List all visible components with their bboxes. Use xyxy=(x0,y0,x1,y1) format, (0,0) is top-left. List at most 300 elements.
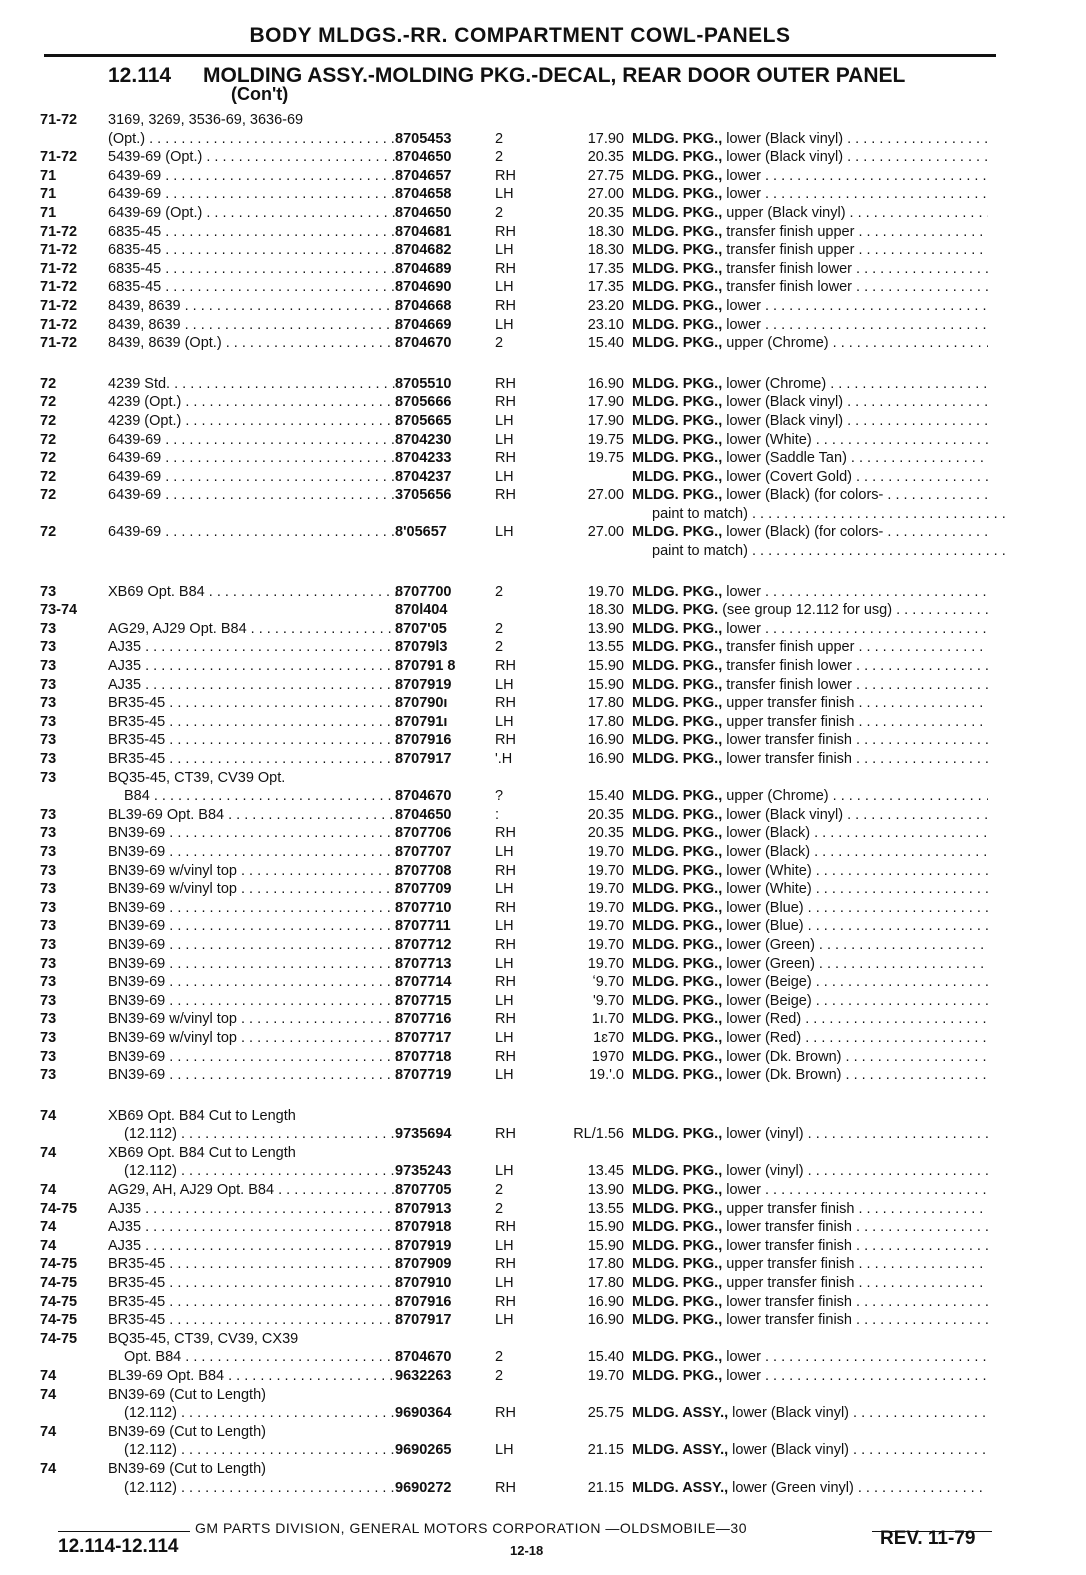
price: 17.90 xyxy=(587,130,624,147)
price: 19.70 xyxy=(587,862,624,879)
table-row xyxy=(40,260,1000,279)
price: 20.35 xyxy=(587,806,624,823)
part-name-detail: lower xyxy=(722,1182,761,1199)
part-name xyxy=(632,431,988,450)
table-row xyxy=(40,899,1000,918)
quantity: 2 xyxy=(495,620,504,637)
price: 13.90 xyxy=(587,620,624,637)
part-name xyxy=(632,148,988,167)
model-description: BN39-69 . . . xyxy=(108,955,398,974)
table-row xyxy=(40,1348,1000,1367)
model-year: 71 xyxy=(40,167,57,184)
price: 19.70 xyxy=(587,936,624,953)
part-name-detail: lower (Saddle Tan) xyxy=(722,450,847,467)
part-name-detail: lower xyxy=(722,1368,761,1384)
part-name xyxy=(632,185,988,204)
part-name-detail: upper (Chrome) xyxy=(722,788,829,805)
price: 20.35 xyxy=(587,825,624,842)
price: 13.90 xyxy=(587,1182,624,1199)
table-row xyxy=(40,148,1000,167)
model-year: 74 xyxy=(40,1386,57,1403)
part-name xyxy=(632,1404,988,1423)
model-description: BR35-45 . . . xyxy=(108,1255,398,1274)
part-name-detail: lower (Red) xyxy=(722,1029,802,1046)
price: 18.30 xyxy=(587,242,624,259)
part-number: 9735243 xyxy=(395,1163,452,1180)
part-number: 8707712 xyxy=(395,936,452,953)
part-name-detail: lower (vinyl) xyxy=(722,1163,804,1180)
model-description: 8439, 8639 . . . xyxy=(108,297,398,316)
quantity: 2 xyxy=(495,335,504,352)
part-number: 8707'05 xyxy=(395,620,447,637)
part-name xyxy=(632,1479,988,1498)
table-row xyxy=(40,713,1000,732)
model-year: 71 xyxy=(40,186,57,203)
part-name-type: MLDG. PKG., xyxy=(632,524,723,541)
part-name-type: MLDG. PKG., xyxy=(632,974,723,991)
part-name-type: MLDG. PKG., xyxy=(632,1029,723,1046)
model-description: BN39-69 . . . xyxy=(108,917,398,936)
part-name-detail: paint to match) xyxy=(652,505,748,522)
table-row xyxy=(40,880,1000,899)
part-name-detail: lower xyxy=(722,583,761,600)
model-description: BR35-45 . . . xyxy=(108,713,398,732)
model-year: 72 xyxy=(40,487,57,504)
part-name-detail: transfer finish lower xyxy=(722,676,852,693)
part-number: 8707919 xyxy=(395,676,452,693)
table-row xyxy=(40,1066,1000,1085)
part-name-detail: lower (Beige) xyxy=(722,974,812,991)
model-description: BQ35-45, CT39, CV39, CX39 xyxy=(108,1330,299,1347)
model-description: BQ35-45, CT39, CV39 Opt. xyxy=(108,769,286,786)
quantity: '.H xyxy=(495,751,513,767)
part-number: 87079l3 xyxy=(395,639,448,656)
part-name xyxy=(632,223,988,242)
part-name xyxy=(632,468,988,487)
part-name-detail: lower (Black vinyl) xyxy=(722,149,844,166)
part-name-detail: lower (Blue) xyxy=(722,899,804,916)
quantity: RH xyxy=(495,936,516,953)
part-name-type: MLDG. PKG., xyxy=(632,1219,723,1236)
section-subtitle: (Con't) xyxy=(231,84,289,104)
model-description: BL39-69 Opt. B84 . . . xyxy=(108,806,398,825)
model-year: 71-72 xyxy=(40,297,78,314)
table-row xyxy=(40,787,1000,806)
price: 13.45 xyxy=(587,1163,624,1180)
table-row xyxy=(40,1010,1000,1029)
part-number: 8704650 xyxy=(395,204,452,221)
table-row xyxy=(40,1107,1000,1126)
part-name-type: MLDG. PKG., xyxy=(632,1200,723,1217)
price: 17.80 xyxy=(587,1275,624,1292)
price: 27.75 xyxy=(587,167,624,184)
part-number: 8704690 xyxy=(395,279,452,296)
quantity: LH xyxy=(495,1275,514,1292)
table-row xyxy=(40,542,1000,561)
part-name-detail: transfer finish upper xyxy=(722,242,855,259)
part-name-detail: transfer finish upper xyxy=(722,223,855,240)
footer-page-number: 12-18 xyxy=(510,1543,544,1558)
model-year: 73 xyxy=(40,769,57,786)
price: 16.90 xyxy=(587,1293,624,1310)
part-name-detail: lower transfer finish xyxy=(722,1219,852,1236)
quantity: RH xyxy=(495,1405,516,1422)
table-row xyxy=(40,468,1000,487)
model-year: 74 xyxy=(40,1219,57,1236)
quantity: 2 xyxy=(495,1200,504,1217)
table-row xyxy=(40,167,1000,186)
model-description: AJ35 . . . xyxy=(108,676,398,695)
model-description: 6439-69 . . . xyxy=(108,449,398,468)
part-name-detail: lower xyxy=(722,1349,761,1366)
part-number: 8707919 xyxy=(395,1237,452,1254)
part-name-detail: lower (Black vinyl) xyxy=(722,130,844,147)
table-row xyxy=(40,1029,1000,1048)
part-number: 870791ı xyxy=(395,713,448,730)
part-name xyxy=(632,316,988,335)
part-number: 8707717 xyxy=(395,1029,452,1046)
part-name-detail: lower (Black vinyl) xyxy=(722,806,844,823)
part-name xyxy=(632,750,988,769)
part-name-type: MLDG. PKG., xyxy=(632,394,723,411)
model-year: 73 xyxy=(40,881,57,898)
part-name xyxy=(632,583,988,602)
part-name xyxy=(632,204,988,223)
part-name xyxy=(632,899,988,918)
table-row xyxy=(40,130,1000,149)
model-year: 73 xyxy=(40,899,57,916)
part-number: 8707918 xyxy=(395,1219,452,1236)
part-name xyxy=(632,731,988,750)
model-description: AJ35 . . . xyxy=(108,1237,398,1256)
part-name xyxy=(632,449,988,468)
table-row xyxy=(40,676,1000,695)
model-year: 73 xyxy=(40,1011,57,1028)
part-name-detail: lower (Black vinyl) xyxy=(722,412,844,429)
quantity: RH xyxy=(495,223,516,240)
part-name-type: MLDG. PKG., xyxy=(632,167,723,184)
model-description: 6439-69 . . . xyxy=(108,468,398,487)
model-description: BN39-69 (Cut to Length) xyxy=(108,1460,266,1477)
part-name-detail: lower (Green vinyl) xyxy=(728,1479,854,1496)
model-year: 72 xyxy=(40,524,57,541)
quantity: RH xyxy=(495,695,516,712)
table-row xyxy=(40,334,1000,353)
part-name xyxy=(632,880,988,899)
model-year: 73 xyxy=(40,620,57,637)
table-row xyxy=(40,278,1000,297)
model-year: 73 xyxy=(40,806,57,823)
table-row xyxy=(40,583,1000,602)
page-header xyxy=(44,22,996,57)
part-name-type: MLDG. PKG., xyxy=(632,1368,723,1384)
part-name-type: MLDG. PKG., xyxy=(632,431,723,448)
quantity: LH xyxy=(495,316,514,333)
part-name-type: MLDG. PKG., xyxy=(632,223,723,240)
model-year: 71-72 xyxy=(40,149,78,166)
price: 15.90 xyxy=(587,676,624,693)
model-description: BN39-69 . . . xyxy=(108,824,398,843)
model-description: 6835-45 . . . xyxy=(108,278,398,297)
price: 20.35 xyxy=(587,204,624,221)
part-name-detail: lower (vinyl) xyxy=(722,1126,804,1143)
part-name-detail: lower xyxy=(722,316,761,333)
table-row xyxy=(40,917,1000,936)
table-row xyxy=(40,973,1000,992)
model-description: BR35-45 . . . xyxy=(108,731,398,750)
price: 23.10 xyxy=(587,316,624,333)
part-name-type: MLDG. PKG., xyxy=(632,1048,723,1065)
model-year: 73 xyxy=(40,1029,57,1046)
model-year: 71-72 xyxy=(40,112,78,128)
model-description: BR35-45 . . . xyxy=(108,1311,398,1330)
quantity: LH xyxy=(495,955,514,972)
model-description: BL39-69 Opt. B84 . . . xyxy=(108,1367,398,1386)
model-description: 4239 (Opt.) . . . xyxy=(108,412,398,431)
part-name-type: MLDG. PKG., xyxy=(632,1126,723,1143)
part-name-detail: transfer finish upper xyxy=(722,639,855,656)
model-year: 74-75 xyxy=(40,1275,78,1292)
model-year: 73 xyxy=(40,955,57,972)
model-description: BN39-69 (Cut to Length) xyxy=(108,1423,266,1440)
quantity: LH xyxy=(495,468,514,485)
part-name-detail: upper transfer finish xyxy=(722,713,855,730)
price: 21.15 xyxy=(587,1479,624,1496)
model-description: 8439, 8639 . . . xyxy=(108,316,398,335)
quantity: RH xyxy=(495,1048,516,1065)
part-name-detail: lower transfer finish xyxy=(722,732,852,749)
quantity: LH xyxy=(495,524,514,541)
model-description: B84 . . . xyxy=(124,787,398,806)
price: 27.00 xyxy=(587,487,624,504)
quantity: RH xyxy=(495,974,516,991)
part-name xyxy=(632,167,988,186)
model-description: Opt. B84 . . . xyxy=(124,1348,398,1367)
part-name-detail: lower transfer finish xyxy=(722,1293,852,1310)
quantity: : xyxy=(495,806,500,823)
table-row xyxy=(40,1404,1000,1423)
part-name-detail: lower transfer finish xyxy=(722,1312,852,1329)
part-name-type: MLDG. PKG., xyxy=(632,1237,723,1254)
model-year: 71-72 xyxy=(40,242,78,259)
quantity: LH xyxy=(495,843,514,860)
price: 25.75 xyxy=(587,1405,624,1422)
part-name xyxy=(632,1048,988,1067)
part-name xyxy=(632,278,988,297)
quantity: 2 xyxy=(495,204,504,221)
table-row xyxy=(40,223,1000,242)
price: 17.35 xyxy=(587,260,624,277)
section-number: 12.114 xyxy=(108,64,172,87)
model-year: 73 xyxy=(40,658,57,675)
price: 15.40 xyxy=(587,1349,624,1366)
part-name-detail: upper (Chrome) xyxy=(722,335,829,352)
part-name-type: MLDG. PKG., xyxy=(632,843,723,860)
table-row xyxy=(40,1125,1000,1144)
part-name-type: MLDG. PKG., xyxy=(632,713,723,730)
price: 19.70 xyxy=(587,583,624,600)
part-number: 9735694 xyxy=(395,1126,452,1143)
part-name-detail: paint to match) xyxy=(652,543,748,560)
quantity: RH xyxy=(495,375,516,392)
part-name-type: MLDG. PKG., xyxy=(632,583,723,600)
model-description: (12.112) . . . xyxy=(124,1162,398,1181)
price: 20.35 xyxy=(587,149,624,166)
table-row xyxy=(40,486,1000,505)
part-name-detail: lower xyxy=(722,167,761,184)
part-number: 8707705 xyxy=(395,1182,452,1199)
quantity: LH xyxy=(495,1312,514,1329)
model-description: (12.112) . . . xyxy=(124,1404,398,1423)
price: 19.70 xyxy=(587,1368,624,1384)
part-name-detail: lower (Blue) xyxy=(722,918,804,935)
quantity: RH xyxy=(495,450,516,467)
price: 17.35 xyxy=(587,279,624,296)
quantity: LH xyxy=(495,918,514,935)
model-year: 73 xyxy=(40,918,57,935)
table-row xyxy=(40,1162,1000,1181)
table-row xyxy=(40,1255,1000,1274)
part-number: 8705453 xyxy=(395,130,452,147)
quantity: 2 xyxy=(495,130,504,147)
quantity: LH xyxy=(495,713,514,730)
part-name-type: MLDG. PKG., xyxy=(632,1275,723,1292)
part-name xyxy=(632,992,988,1011)
table-row xyxy=(40,412,1000,431)
table-row xyxy=(40,1274,1000,1293)
table-row xyxy=(40,769,1000,788)
part-name xyxy=(632,1255,988,1274)
model-year: 74-75 xyxy=(40,1200,78,1217)
part-number: 8707718 xyxy=(395,1048,452,1065)
quantity: RH xyxy=(495,1011,516,1028)
footer-section-range: 12.114-12.114 xyxy=(58,1536,179,1557)
table-row xyxy=(40,806,1000,825)
table-row xyxy=(40,992,1000,1011)
model-description: 6439-69 . . . xyxy=(108,486,398,505)
model-description: BN39-69 . . . xyxy=(108,992,398,1011)
table-row xyxy=(40,241,1000,260)
part-name-detail: lower (White) xyxy=(722,431,812,448)
model-description: BN39-69 . . . xyxy=(108,899,398,918)
part-number: 8707917 xyxy=(395,751,452,767)
model-description: BN39-69 . . . xyxy=(108,1066,398,1085)
table-row xyxy=(40,111,1000,130)
model-year: 74 xyxy=(40,1144,57,1161)
quantity: LH xyxy=(495,412,514,429)
part-number: 8707713 xyxy=(395,955,452,972)
part-number: 870791 8 xyxy=(395,658,456,675)
part-name xyxy=(632,1218,988,1237)
table-row xyxy=(40,824,1000,843)
price: 19.70 xyxy=(587,881,624,898)
section-title xyxy=(108,64,905,88)
table-row xyxy=(40,731,1000,750)
model-description: 4239 (Opt.) . . . xyxy=(108,393,398,412)
model-description: (12.112) . . . xyxy=(124,1479,398,1498)
part-name-type: MLDG. PKG., xyxy=(632,130,723,147)
part-name xyxy=(632,676,988,695)
quantity: ? xyxy=(495,788,504,805)
part-name-detail: lower xyxy=(722,620,761,637)
model-description: 6439-69 (Opt.) . . . xyxy=(108,204,398,223)
part-name-detail: lower (Black) (for colors- xyxy=(722,487,884,504)
model-description: 4239 Std. . . . xyxy=(108,375,398,394)
model-year: 71-72 xyxy=(40,316,78,333)
part-name xyxy=(632,1293,988,1312)
part-name-type: MLDG. PKG., xyxy=(632,658,723,675)
quantity: RH xyxy=(495,1126,516,1143)
part-name-detail: lower (Green) xyxy=(722,955,815,972)
part-name-detail: upper transfer finish xyxy=(722,1275,855,1292)
table-row xyxy=(40,1218,1000,1237)
part-number: 8'05657 xyxy=(395,524,447,541)
model-year: 72 xyxy=(40,431,57,448)
model-year: 73 xyxy=(40,825,57,842)
part-name-type: MLDG. PKG., xyxy=(632,918,723,935)
model-year: 73 xyxy=(40,974,57,991)
part-name-detail: upper transfer finish xyxy=(722,695,855,712)
quantity: 2 xyxy=(495,583,504,600)
footer-publisher: GM PARTS DIVISION, GENERAL MOTORS CORPORATION —OLDSMOBILE—30 xyxy=(195,1520,747,1536)
part-name xyxy=(632,1125,988,1144)
part-name-type: MLDG. PKG., xyxy=(632,487,723,504)
part-name-type: MLDG. ASSY., xyxy=(632,1405,729,1422)
model-year: 73 xyxy=(40,713,57,730)
price: 19.70 xyxy=(587,955,624,972)
part-number: 8707916 xyxy=(395,1293,452,1310)
part-name-detail: lower (White) xyxy=(722,881,812,898)
part-name-detail: lower (Dk. Brown) xyxy=(722,1048,842,1065)
table-row xyxy=(40,1144,1000,1163)
part-name-type: MLDG. PKG., xyxy=(632,936,723,953)
part-number: 8705666 xyxy=(395,394,452,411)
quantity: RH xyxy=(495,1219,516,1236)
part-number: 3705656 xyxy=(395,487,452,504)
table-row xyxy=(40,393,1000,412)
model-description: BR35-45 . . . xyxy=(108,1274,398,1293)
part-number: 8704670 xyxy=(395,788,452,805)
part-number: 8707913 xyxy=(395,1200,452,1217)
part-name-type: MLDG. PKG., xyxy=(632,1349,723,1366)
part-name-type: MLDG. PKG., xyxy=(632,1011,723,1028)
price: 19.75 xyxy=(587,431,624,448)
quantity: RH xyxy=(495,167,516,184)
part-name xyxy=(632,130,988,149)
part-name-detail: lower (Dk. Brown) xyxy=(722,1067,842,1084)
table-row xyxy=(40,694,1000,713)
price: 19.75 xyxy=(587,450,624,467)
part-number: 8704670 xyxy=(395,335,452,352)
quantity: LH xyxy=(495,186,514,203)
part-number: 8707708 xyxy=(395,862,452,879)
quantity: RH xyxy=(495,1293,516,1310)
part-name xyxy=(632,486,988,505)
table-row xyxy=(40,1181,1000,1200)
model-year: 73 xyxy=(40,843,57,860)
price: 16.90 xyxy=(587,732,624,749)
footer-rule-left xyxy=(58,1531,190,1532)
model-description: BR35-45 . . . xyxy=(108,694,398,713)
part-name xyxy=(632,657,988,676)
part-name xyxy=(632,824,988,843)
part-name xyxy=(632,1029,988,1048)
part-name-type: MLDG. PKG., xyxy=(632,468,723,485)
part-number: 8707716 xyxy=(395,1011,452,1028)
quantity: LH xyxy=(495,279,514,296)
price: 17.90 xyxy=(587,412,624,429)
part-number: 8704670 xyxy=(395,1349,452,1366)
